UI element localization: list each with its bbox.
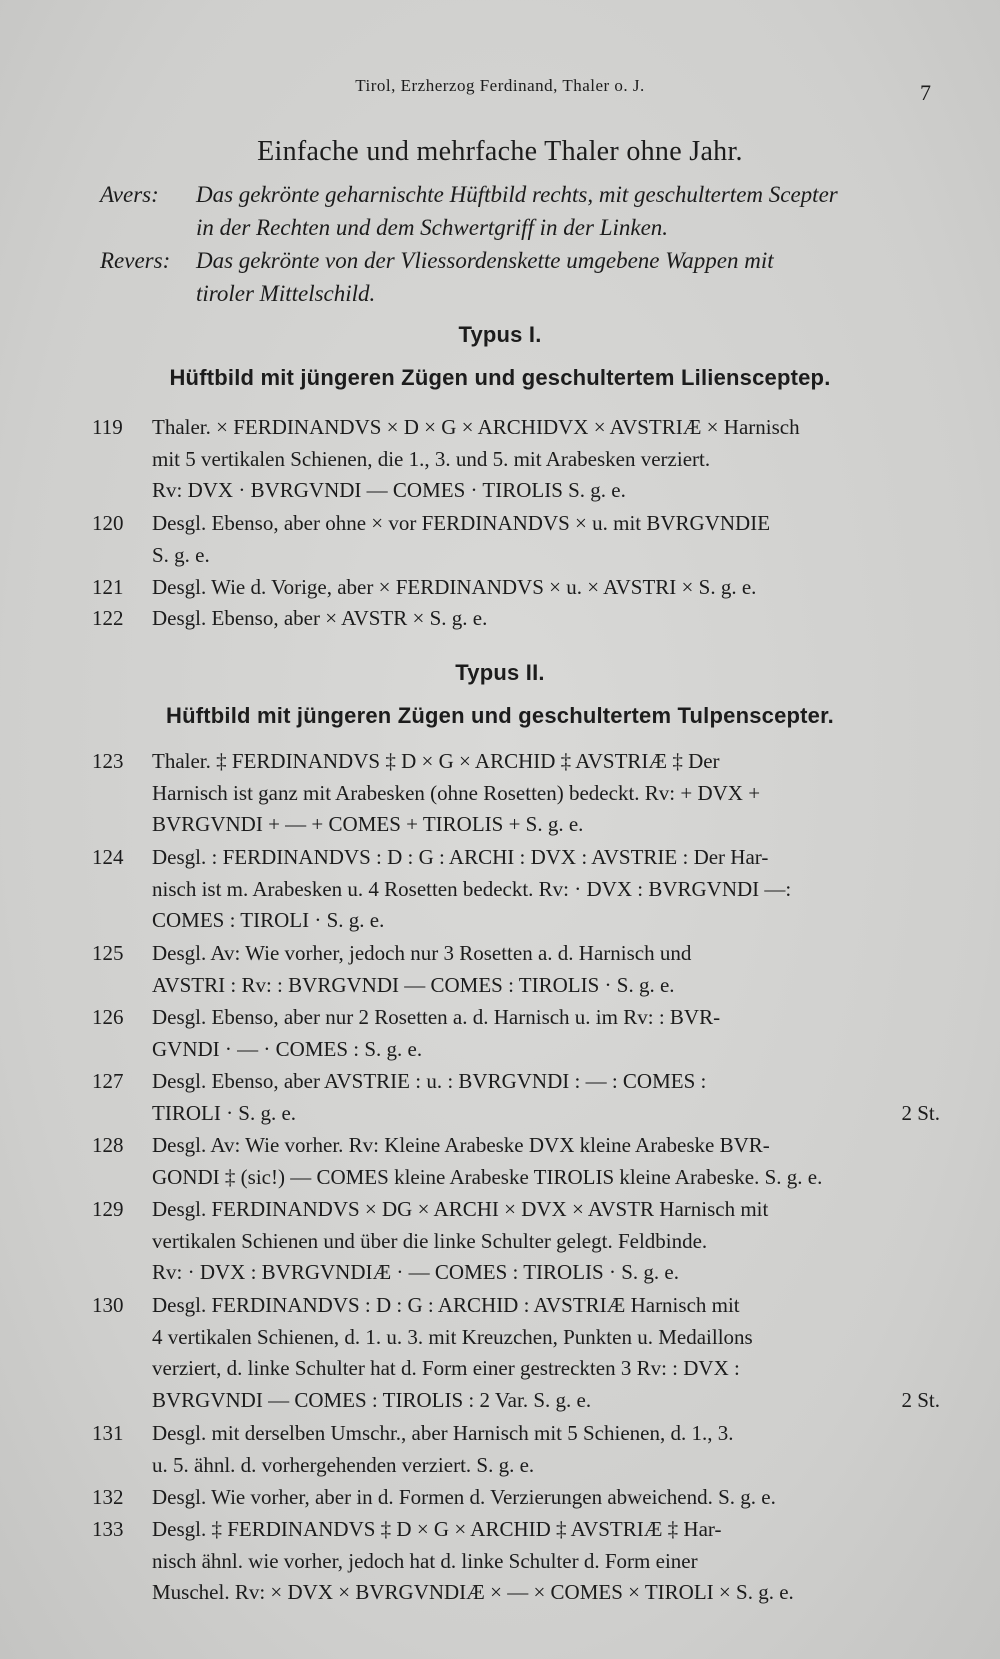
entry-count: 2 St. bbox=[901, 1387, 940, 1412]
entry-line: COMES : TIROLI · S. g. e. bbox=[152, 908, 385, 932]
entry-line: Desgl. Wie d. Vorige, aber × FERDINANDVS × u. × AVSTRI × S. g. e. bbox=[152, 575, 757, 599]
entry-line: Desgl. Ebenso, aber nur 2 Rosetten a. d. Harnisch u. im Rv: : BVR- bbox=[152, 1005, 721, 1029]
entry-line: Desgl. Wie vorher, aber in d. Formen d. Verzierungen abweichend. S. g. e. bbox=[152, 1485, 776, 1509]
entry-number: 130 bbox=[92, 1293, 124, 1317]
entry-number: 120 bbox=[92, 511, 124, 535]
entry-line: vertikalen Schienen und über die linke Schulter gelegt. Feldbinde. bbox=[152, 1228, 708, 1253]
section-title: Einfache und mehrfache Thaler ohne Jahr. bbox=[257, 136, 743, 167]
entry-line: Desgl. Ebenso, aber ohne × vor FERDINANDVS × u. mit BVRGVNDIE bbox=[152, 511, 771, 535]
entry-line: Harnisch ist ganz mit Arabesken (ohne Rosetten) bedeckt. Rv: + DVX + bbox=[152, 780, 761, 805]
catalogue-entry bbox=[92, 746, 940, 841]
avers-description bbox=[100, 178, 950, 244]
entry-line: Muschel. Rv: × DVX × BVRGVNDIÆ × — × COMES × TIROLI × S. g. e. bbox=[152, 1580, 794, 1604]
catalogue-entry bbox=[92, 1290, 940, 1416]
catalogue-entry bbox=[92, 412, 940, 507]
typus-1-label: Typus I. bbox=[458, 322, 542, 347]
catalogue-entry bbox=[92, 572, 940, 604]
entry-line: GVNDI · — · COMES : S. g. e. bbox=[152, 1036, 423, 1061]
entry-line: nisch ist m. Arabesken u. 4 Rosetten bedeckt. Rv: · DVX : BVRGVNDI —: bbox=[152, 876, 792, 901]
entry-number: 119 bbox=[92, 415, 123, 439]
typus-2-label: Typus II. bbox=[455, 660, 545, 685]
avers-label: Avers: bbox=[100, 182, 159, 207]
entry-line: BVRGVNDI — COMES : TIROLIS : 2 Var. S. g. e. 2 St. bbox=[92, 1385, 940, 1417]
avers-line-1: Das gekrönte geharnischte Hüftbild rechts, mit geschultertem Scepter bbox=[196, 182, 838, 207]
catalogue-entry bbox=[92, 1194, 940, 1289]
entry-line: u. 5. ähnl. d. vorhergehenden verziert. S. g. e. bbox=[152, 1452, 535, 1477]
entry-line: 4 vertikalen Schienen, d. 1. u. 3. mit Kreuzchen, Punkten u. Medaillons bbox=[152, 1324, 753, 1349]
catalogue-entry bbox=[92, 1418, 940, 1481]
running-head: Tirol, Erzherzog Ferdinand, Thaler o. J. bbox=[355, 76, 645, 95]
entry-line: Desgl. : FERDINANDVS : D : G : ARCHI : DVX : AVSTRIE : Der Har- bbox=[152, 845, 769, 869]
catalogue-entry bbox=[92, 603, 940, 635]
entry-line: Thaler. × FERDINANDVS × D × G × ARCHIDVX × AVSTRIÆ × Harnisch bbox=[152, 415, 800, 439]
revers-line-1: Das gekrönte von der Vliessordenskette umgebene Wappen mit bbox=[196, 248, 774, 273]
entry-number: 131 bbox=[92, 1421, 124, 1445]
entry-line: GONDI ‡ (sic!) — COMES kleine Arabeske TIROLIS kleine Arabeske. S. g. e. bbox=[152, 1164, 823, 1189]
entry-number: 122 bbox=[92, 606, 124, 630]
avers-line-2: in der Rechten und dem Schwertgriff in der Linken. bbox=[196, 215, 669, 240]
entry-line: S. g. e. bbox=[152, 542, 210, 567]
entry-line: Desgl. Ebenso, aber × AVSTR × S. g. e. bbox=[152, 606, 488, 630]
typus-2-title: Hüftbild mit jüngeren Zügen und geschultertem Tulpenscepter. bbox=[166, 703, 834, 728]
entry-line: Desgl. Ebenso, aber AVSTRIE : u. : BVRGVNDI : — : COMES : bbox=[152, 1069, 707, 1093]
revers-label: Revers: bbox=[100, 248, 171, 273]
entry-line: Thaler. ‡ FERDINANDVS ‡ D × G × ARCHID ‡ AVSTRIÆ ‡ Der bbox=[152, 749, 720, 773]
entry-number: 129 bbox=[92, 1197, 124, 1221]
page-number: 7 bbox=[920, 80, 931, 105]
entry-line: Desgl. mit derselben Umschr., aber Harnisch mit 5 Schienen, d. 1., 3. bbox=[152, 1421, 734, 1445]
catalogue-entry bbox=[92, 1130, 940, 1193]
entry-number: 123 bbox=[92, 749, 124, 773]
entry-line: Rv: DVX · BVRGVNDI — COMES · TIROLIS S. g. e. bbox=[152, 478, 626, 502]
catalogue-entry bbox=[92, 1482, 940, 1514]
entry-line: Desgl. ‡ FERDINANDVS ‡ D × G × ARCHID ‡ AVSTRIÆ ‡ Har- bbox=[152, 1517, 722, 1541]
catalogue-entry bbox=[92, 508, 940, 571]
entry-count: 2 St. bbox=[901, 1100, 940, 1125]
catalogue-entry bbox=[92, 938, 940, 1001]
entry-line: Rv: · DVX : BVRGVNDIÆ · — COMES : TIROLIS · S. g. e. bbox=[152, 1260, 679, 1284]
catalogue-entry bbox=[92, 1514, 940, 1609]
entry-line: Desgl. Av: Wie vorher, jedoch nur 3 Rosetten a. d. Harnisch und bbox=[152, 941, 692, 965]
entry-number: 121 bbox=[92, 575, 124, 599]
entry-line: AVSTRI : Rv: : BVRGVNDI — COMES : TIROLIS · S. g. e. bbox=[152, 972, 675, 997]
entry-number: 124 bbox=[92, 845, 124, 869]
entry-number: 133 bbox=[92, 1517, 124, 1541]
entry-line: Desgl. FERDINANDVS : D : G : ARCHID : AVSTRIÆ Harnisch mit bbox=[152, 1293, 740, 1317]
entry-line: nisch ähnl. wie vorher, jedoch hat d. linke Schulter d. Form einer bbox=[152, 1548, 698, 1573]
entry-line: BVRGVNDI + — + COMES + TIROLIS + S. g. e. bbox=[152, 812, 584, 836]
revers-description bbox=[100, 244, 950, 310]
typus-1-title: Hüftbild mit jüngeren Zügen und geschultertem Liliensceptер. bbox=[169, 365, 831, 390]
entry-number: 128 bbox=[92, 1133, 124, 1157]
catalogue-entry bbox=[92, 1002, 940, 1065]
entry-number: 126 bbox=[92, 1005, 124, 1029]
catalogue-entry bbox=[92, 1066, 940, 1129]
entry-line: TIROLI · S. g. e. 2 St. bbox=[92, 1098, 940, 1130]
entry-number: 132 bbox=[92, 1485, 124, 1509]
entry-line: verziert, d. linke Schulter hat d. Form einer gestreckten 3 Rv: : DVX : bbox=[152, 1356, 740, 1380]
catalogue-entry bbox=[92, 842, 940, 937]
revers-line-2: tiroler Mittelschild. bbox=[196, 281, 376, 306]
entry-number: 125 bbox=[92, 941, 124, 965]
entry-line: Desgl. FERDINANDVS × DG × ARCHI × DVX × AVSTR Harnisch mit bbox=[152, 1197, 769, 1221]
entry-line: Desgl. Av: Wie vorher. Rv: Kleine Arabeske DVX kleine Arabeske BVR- bbox=[152, 1133, 770, 1157]
entry-number: 127 bbox=[92, 1069, 124, 1093]
entry-line: mit 5 vertikalen Schienen, die 1., 3. und 5. mit Arabesken verziert. bbox=[152, 446, 711, 471]
